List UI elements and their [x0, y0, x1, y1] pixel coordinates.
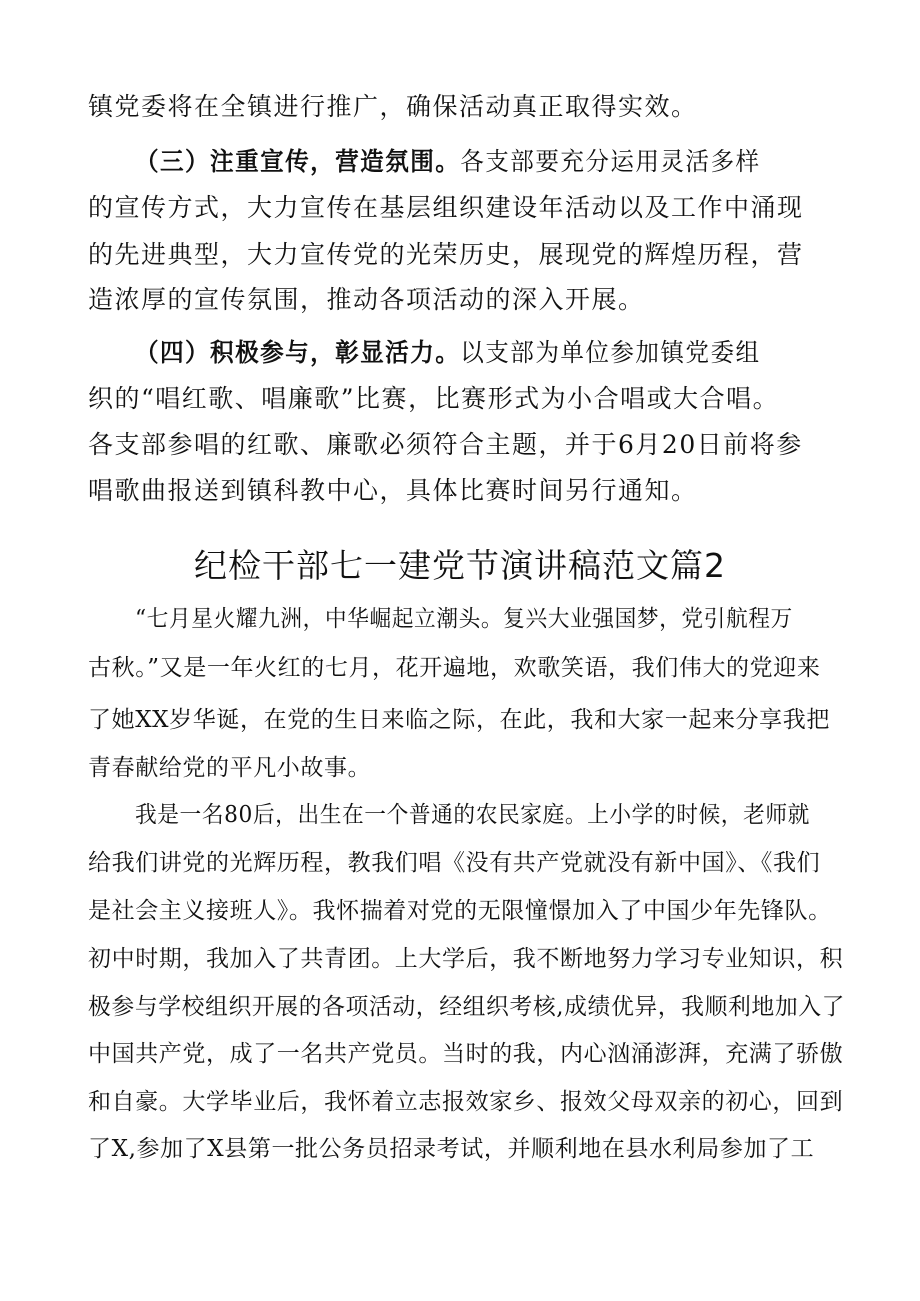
- paragraph-line: [88, 193, 840, 223]
- line-text: 青春献给党的平凡小故事。: [88, 755, 372, 781]
- paragraph-line: [88, 384, 840, 414]
- paragraph-line: [135, 338, 845, 368]
- line-text: 了她XX岁华诞，在党的生日来临之际，在此，我和大家一起来分享我把: [88, 707, 830, 733]
- paragraph-line: [88, 848, 840, 878]
- paragraph-line: [88, 705, 840, 735]
- line-text: 镇党委将在全镇进行推广，确保活动真正取得实效。: [88, 92, 698, 121]
- line-text: 以支部为单位参加镇党委组: [460, 338, 761, 367]
- paragraph-line: [88, 1134, 840, 1164]
- paragraph-line: [88, 1087, 844, 1117]
- paragraph-line: [135, 800, 845, 830]
- line-text: 唱歌曲报送到镇科教中心，具体比赛时间另行通知。: [88, 476, 698, 505]
- paragraph-line: [88, 240, 840, 270]
- line-text: 各支部要充分运用灵活多样: [460, 147, 761, 176]
- paragraph-line: [88, 92, 840, 122]
- paragraph-line: [88, 992, 846, 1022]
- paragraph-line: [88, 285, 840, 315]
- paragraph-line: [88, 1039, 844, 1069]
- paragraph-line: [88, 430, 840, 460]
- line-text: 织的“唱红歌、唱廉歌”比赛，比赛形式为小合唱或大合唱。: [88, 384, 780, 413]
- line-text: 是社会主义接班人》。我怀揣着对党的无限憧憬加入了中国少年先锋队。: [88, 898, 832, 924]
- line-text: 极参与学校组织开展的各项活动，经组织考核,成绩优异，我顺利地加入了: [88, 994, 846, 1020]
- paragraph-line: [135, 147, 845, 177]
- subheading-lead: （三）注重宣传，营造氛围。: [135, 147, 461, 176]
- line-text: 的先进典型，大力宣传党的光荣历史，展现党的辉煌历程，营: [88, 240, 804, 269]
- line-text: 各支部参唱的红歌、廉歌必须符合主题，并于6月20日前将参: [88, 430, 803, 459]
- line-text: 造浓厚的宣传氛围，推动各项活动的深入开展。: [88, 285, 645, 314]
- paragraph-line: [135, 604, 845, 634]
- line-text: 中国共产党，成了一名共产党员。当时的我，内心汹涌澎湃，充满了骄傲: [88, 1041, 844, 1067]
- line-text: 初中时期，我加入了共青团。上大学后，我不断地努力学习专业知识，积: [88, 946, 844, 972]
- paragraph-line: [88, 476, 840, 506]
- subheading-lead: （四）积极参与，彰显活力。: [135, 338, 461, 367]
- line-text: 和自豪。大学毕业后，我怀着立志报效家乡、报效父母双亲的初心，回到: [88, 1089, 844, 1115]
- paragraph-line: [88, 653, 840, 683]
- paragraph-line: [88, 896, 840, 926]
- article-heading: 纪检干部七一建党节演讲稿范文篇2: [194, 546, 726, 585]
- line-text: 的宣传方式，大力宣传在基层组织建设年活动以及工作中涌现: [88, 193, 804, 222]
- line-text: 了X,参加了X县第一批公务员招录考试，并顺利地在县水利局参加了工: [88, 1136, 815, 1162]
- line-text: 给我们讲党的光辉历程，教我们唱《没有共产党就没有新中国》、《我们: [88, 850, 821, 876]
- paragraph-line: [88, 753, 840, 783]
- line-text: 古秋。”又是一年火红的七月，花开遍地，欢歌笑语，我们伟大的党迎来: [88, 655, 821, 681]
- paragraph-line: [88, 944, 844, 974]
- line-text: “七月星火耀九洲，中华崛起立潮头。复兴大业强国梦，党引航程万: [135, 606, 793, 632]
- line-text: 我是一名80后，出生在一个普通的农民家庭。上小学的时候，老师就: [135, 802, 810, 828]
